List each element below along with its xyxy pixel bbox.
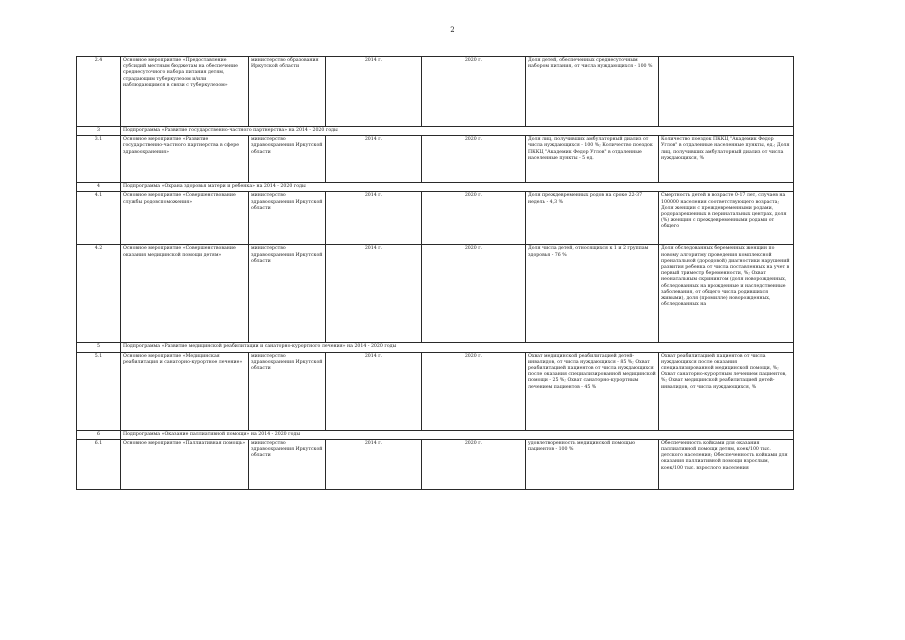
subprogram-title: Подпрограмма «Оказание паллиативной помощи» на 2014 - 2020 годы (121, 430, 794, 439)
subprogram-row (77, 127, 794, 136)
target-indicator: Охват реабилитацией пациентов от числа нуждающихся после оказания специализированной медицинской помощи, %; Охват санаторно-курортным лечением пациентов, %; Охват медицинской реабилитацией детей-инвалидов, от числа нуждающихся, % (659, 352, 794, 430)
row-number: 4.1 (77, 192, 121, 245)
measure-row (77, 136, 794, 183)
page-number: 2 (450, 26, 455, 34)
row-number: 3 (77, 127, 121, 136)
row-number: 2.4 (77, 57, 121, 127)
executor: министерство образования Иркутской области (249, 57, 326, 127)
end-year: 2020 г. (422, 439, 526, 489)
start-year: 2014 г. (326, 57, 422, 127)
measure-name: Основное мероприятие «Паллиативная помощь» (121, 439, 249, 489)
target-indicator: Обеспеченность койками для оказания паллиативной помощи детям, коек/100 тыс. детского населения; Обеспеченность койками для оказания паллиативной помощи взрослым, коек/100 тыс. взрослого населения (659, 439, 794, 489)
row-number: 3.1 (77, 136, 121, 183)
executor: министерство здравоохранения Иркутской области (249, 136, 326, 183)
measure-name: Основное мероприятие «Предоставление субсидий местным бюджетам на обеспечение среднесуточного набора питания детям, страдающим туберкулезом и/или наблюдающимся в связи с туберкулезом» (121, 57, 249, 127)
row-number: 4.2 (77, 245, 121, 343)
expected-result: Доля числа детей, относящихся к 1 и 2 группам здоровья - 76 % (526, 245, 659, 343)
measure-name: Основное мероприятие «Совершенствование службы родовспоможения» (121, 192, 249, 245)
subprogram-row (77, 183, 794, 192)
row-number: 6.1 (77, 439, 121, 489)
measure-name: Основное мероприятие «Развитие государственно-частного партнерства в сфере здравоохранения» (121, 136, 249, 183)
measure-row (77, 439, 794, 489)
row-number: 6 (77, 430, 121, 439)
target-indicator: Доля обследованных беременных женщин по новому алгоритму проведения комплексной пренатальной (дородовой) диагностики нарушений развития ребенка от числа поставленных на учет в первый триместр беременности, %; Охват неонатальным скринингом (доля новорожденных, обследованных на врожденные и наследственные заболевания, от общего числа родившихся живыми), доля (промилле) новорожденных, обследованных на (659, 245, 794, 343)
subprogram-title: Подпрограмма «Охрана здоровья матери и ребенка» на 2014 - 2020 годы (121, 183, 794, 192)
measure-name: Основное мероприятие «Медицинская реабилитация и санаторно-курортное лечение» (121, 352, 249, 430)
row-number: 5.1 (77, 352, 121, 430)
executor: министерство здравоохранения Иркутской области (249, 352, 326, 430)
subprogram-row (77, 430, 794, 439)
measure-row (77, 245, 794, 343)
expected-result: удовлетворенность медицинской помощью пациентов - 100 % (526, 439, 659, 489)
measure-row (77, 352, 794, 430)
measure-name: Основное мероприятие «Совершенствование оказания медицинской помощи детям» (121, 245, 249, 343)
row-number: 4 (77, 183, 121, 192)
target-indicator: Смертность детей в возрасте 0-17 лет, случаев на 100000 населения соответствующего возраста; Доля женщин с преждевременными родами, родоразрешенных в перинатальных центрах, доля (%) женщин с преждевременными родами от общего (659, 192, 794, 245)
end-year: 2020 г. (422, 136, 526, 183)
start-year: 2014 г. (326, 136, 422, 183)
end-year: 2020 г. (422, 245, 526, 343)
end-year: 2020 г. (422, 192, 526, 245)
start-year: 2014 г. (326, 192, 422, 245)
start-year: 2014 г. (326, 245, 422, 343)
subprogram-title: Подпрограмма «Развитие государственно-частного партнерства» на 2014 - 2020 годы (121, 127, 794, 136)
expected-result: Доля детей, обеспеченных среднесуточным набором питания, от числа нуждающихся - 100 % (526, 57, 659, 127)
measure-row (77, 57, 794, 127)
subprogram-title: Подпрограмма «Развитие медицинской реабилитации и санаторно-курортного лечения» на 2014 - 2020 годы (121, 343, 794, 352)
executor: министерство здравоохранения Иркутской области (249, 439, 326, 489)
expected-result: Охват медицинской реабилитацией детей-инвалидов, от числа нуждающихся - 85 %; Охват реабилитацией пациентов от числа нуждающихся после оказания специализированной медицинской помощи - 25 %; Охват санаторно-курортным лечением пациентов - 45 % (526, 352, 659, 430)
expected-result: Доля преждевременных родов на сроке 22-37 недель - 4,3 % (526, 192, 659, 245)
measure-row (77, 192, 794, 245)
end-year: 2020 г. (422, 352, 526, 430)
subprogram-row (77, 343, 794, 352)
executor: министерство здравоохранения Иркутской области (249, 192, 326, 245)
start-year: 2014 г. (326, 352, 422, 430)
end-year: 2020 г. (422, 57, 526, 127)
executor: министерство здравоохранения Иркутской области (249, 245, 326, 343)
target-indicator: Количество поездок ПККЦ "Академик Федор Углов" в отдаленные населенные пункты, ед.; Доля лиц, получивших амбулаторный диализ от числа нуждающихся, % (659, 136, 794, 183)
start-year: 2014 г. (326, 439, 422, 489)
row-number: 5 (77, 343, 121, 352)
target-indicator (659, 57, 794, 127)
program-table (76, 56, 794, 490)
expected-result: Доля лиц, получивших амбулаторный диализ от числа нуждающихся - 100 %; Количество поездок ПККЦ "Академик Федор Углов" в отдаленные населенные пункты - 5 ед. (526, 136, 659, 183)
